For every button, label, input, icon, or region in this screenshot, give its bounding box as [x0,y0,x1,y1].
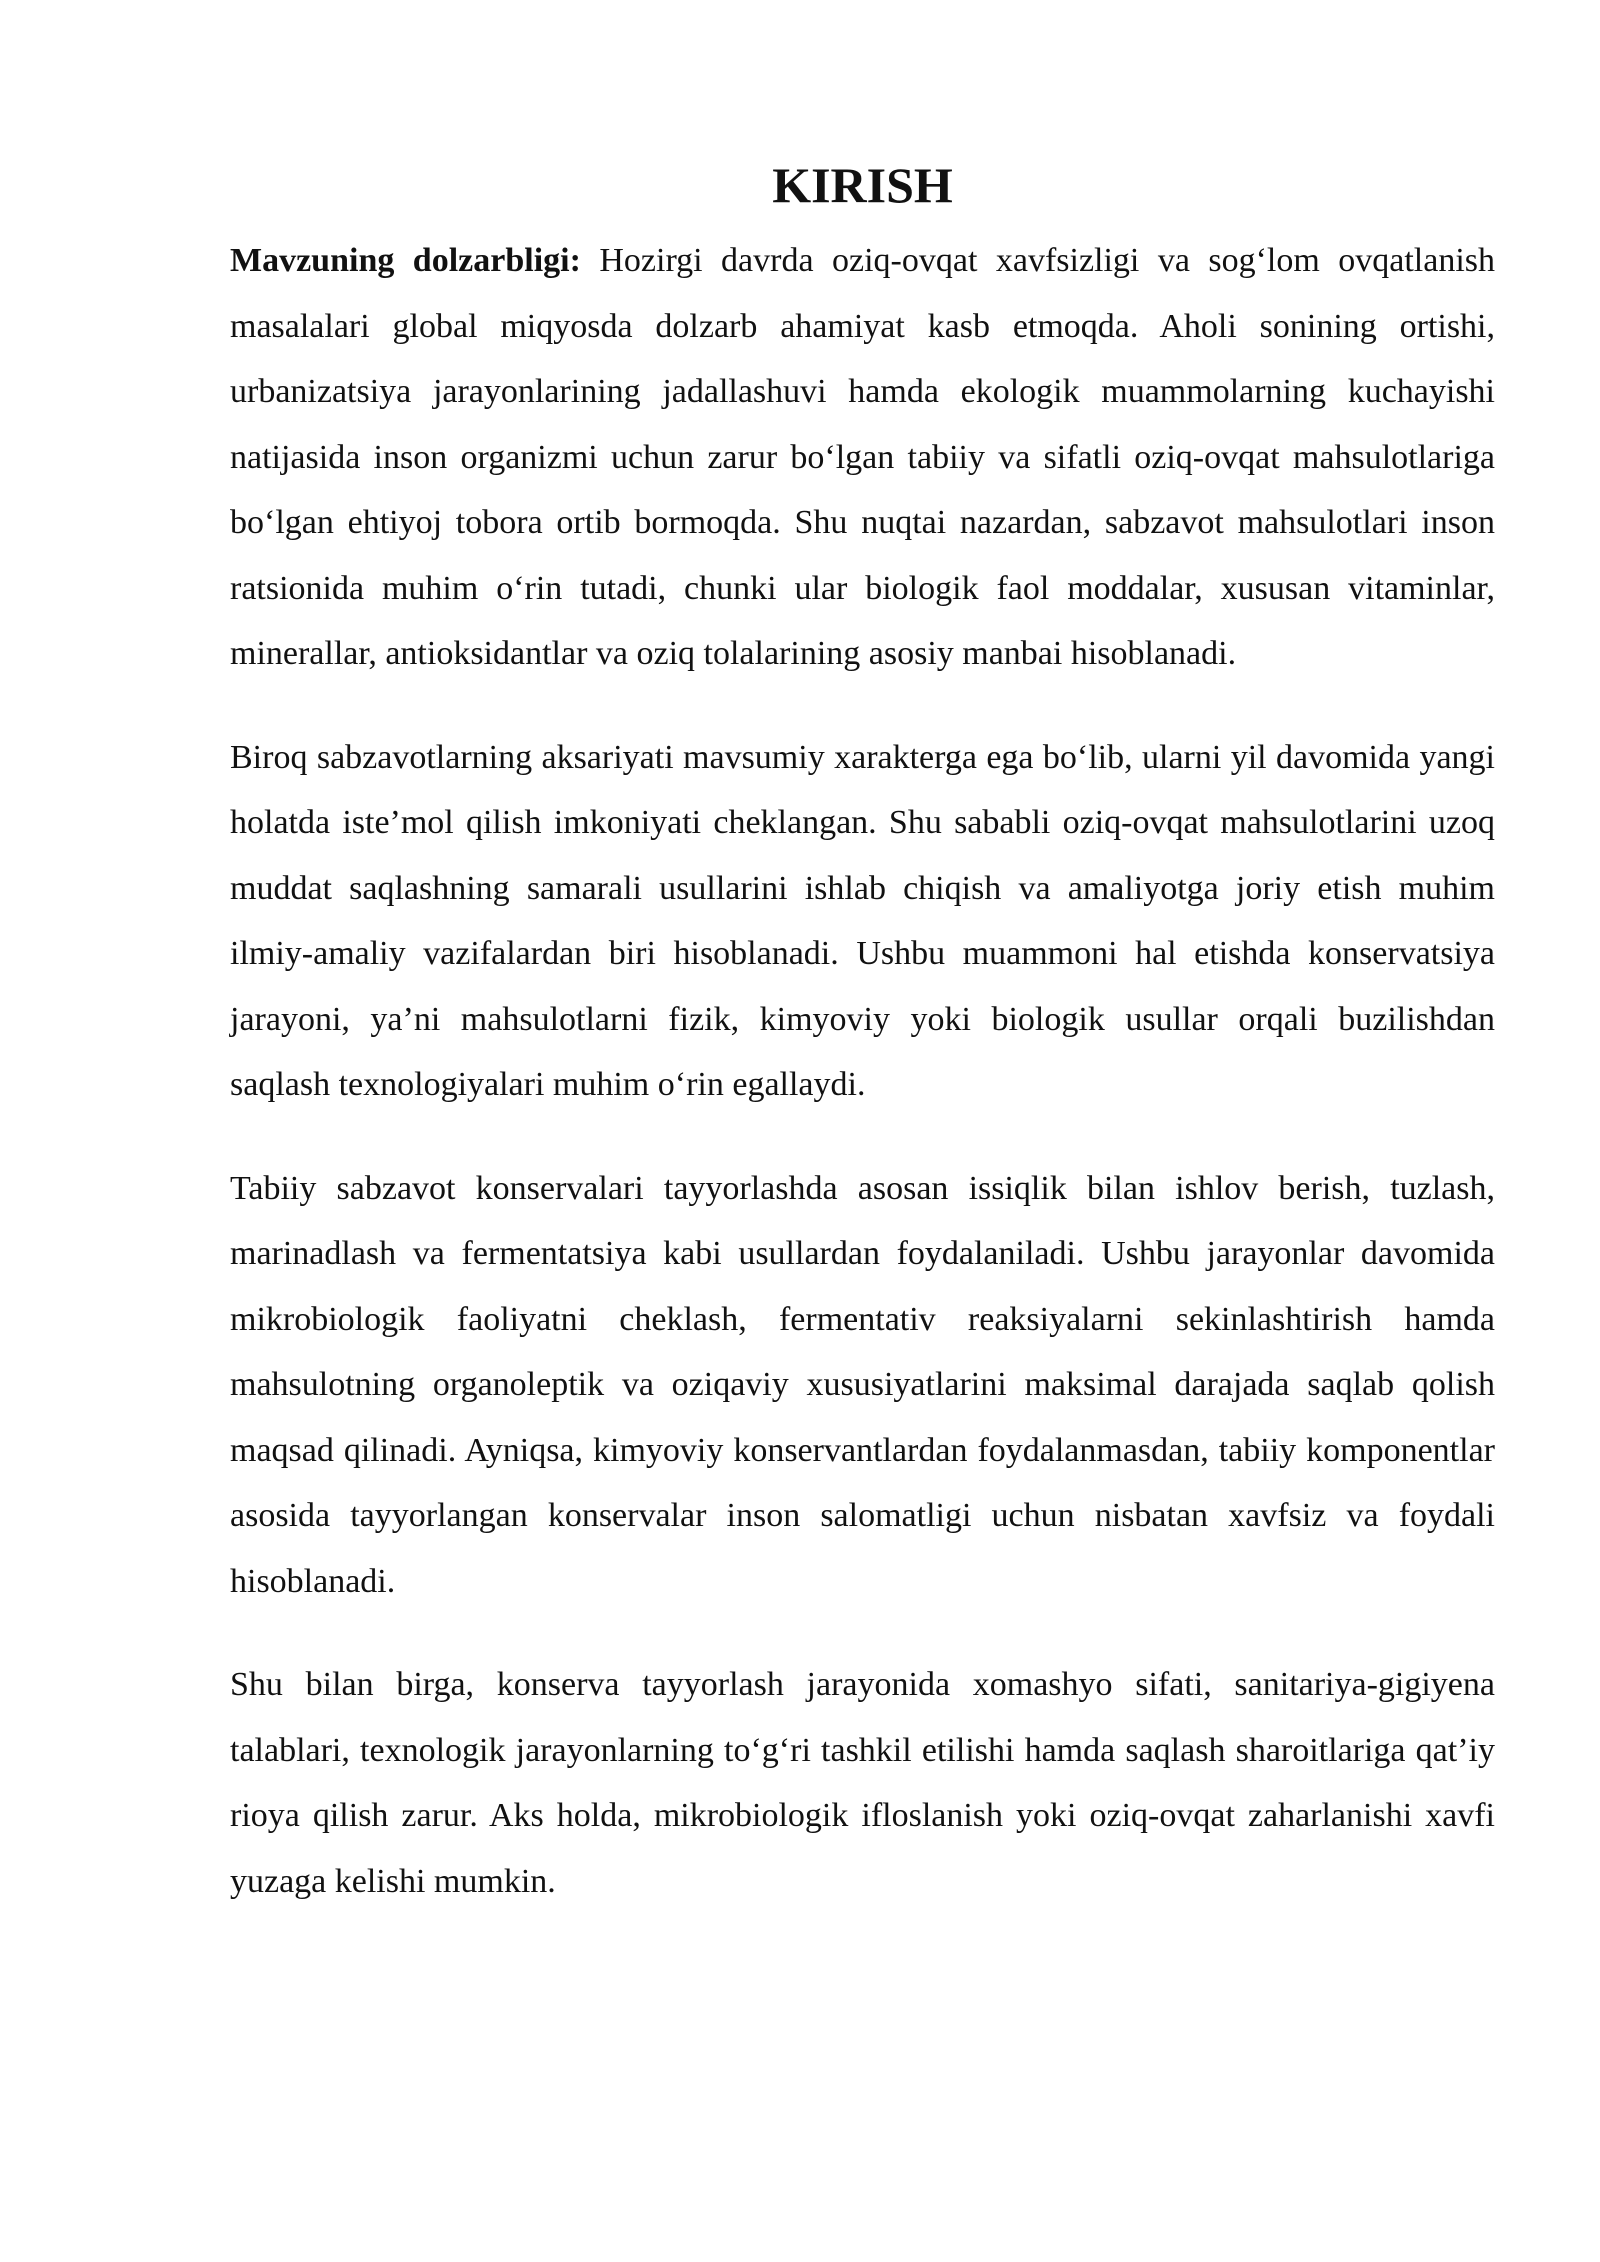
paragraph-requirements: Shu bilan birga, konserva tayyorlash jarayonida xomashyo sifati, sanitariya-gigiyena talablari, texnologik jarayonlarning to‘g‘ri tashkil etilishi hamda saqlash sharoitlariga qat’iy rioya qilish zarur. Aks holda, mikrobiologik ifloslanish yoki oziq-ovqat zaharlanishi xavfi yuzaga kelishi mumkin. [230,1666,1495,1900]
paragraph-relevance [230,228,1495,687]
paragraph-text: Hozirgi davrda oziq-ovqat xavfsizligi va sog‘lom ovqatlanish masalalari global miqyosda dolzarb ahamiyat kasb etmoqda. Aholi sonining ortishi, urbanizatsiya jarayonlarining jadallashuvi hamda ekologik muammolarning kuchayishi natijasida inson organizmi uchun zarur bo‘lgan tabiiy va sifatli oziq-ovqat mahsulotlariga bo‘lgan ehtiyoj tobora ortib bormoqda. Shu nuqtai nazardan, sabzavot mahsulotlari inson ratsionida muhim o‘rin tutadi, chunki ular biologik faol moddalar, xususan vitaminlar, minerallar, antioksidantlar va oziq tolalarining asosiy manbai hisoblanadi. [230,242,1495,672]
document-body [230,150,1495,1952]
paragraph-methods: Tabiiy sabzavot konservalari tayyorlashda asosan issiqlik bilan ishlov berish, tuzlash, marinadlash va fermentatsiya kabi usullardan foydalaniladi. Ushbu jarayonlar davomida mikrobiologik faoliyatni cheklash, fermentativ reaksiyalarni sekinlashtirish hamda mahsulotning organoleptik va oziqaviy xususiyatlarini maksimal darajada saqlab qolish maqsad qilinadi. Ayniqsa, kimyoviy konservantlardan foydalanmasdan, tabiiy komponentlar asosida tayyorlangan konservalar inson salomatligi uchun nisbatan xavfsiz va foydali hisoblanadi. [230,1169,1495,1600]
paragraph-seasonality: Biroq sabzavotlarning aksariyati mavsumiy xarakterga ega bo‘lib, ularni yil davomida yangi holatda iste’mol qilish imkoniyati cheklangan. Shu sababli oziq-ovqat mahsulotlarini uzoq muddat saqlashning samarali usullarini ishlab chiqish va amaliyotga joriy etish muhim ilmiy-amaliy vazifalardan biri hisoblanadi. Ushbu muammoni hal etishda konservatsiya jarayoni, ya’ni mahsulotlarni fizik, kimyoviy yoki biologik usullar orqali buzilishdan saqlash texnologiyalari muhim o‘rin egallaydi. [230,738,1495,1103]
paragraph-lead-label: Mavzuning dolzarbligi: [230,242,581,279]
page-title: KIRISH [772,157,953,213]
